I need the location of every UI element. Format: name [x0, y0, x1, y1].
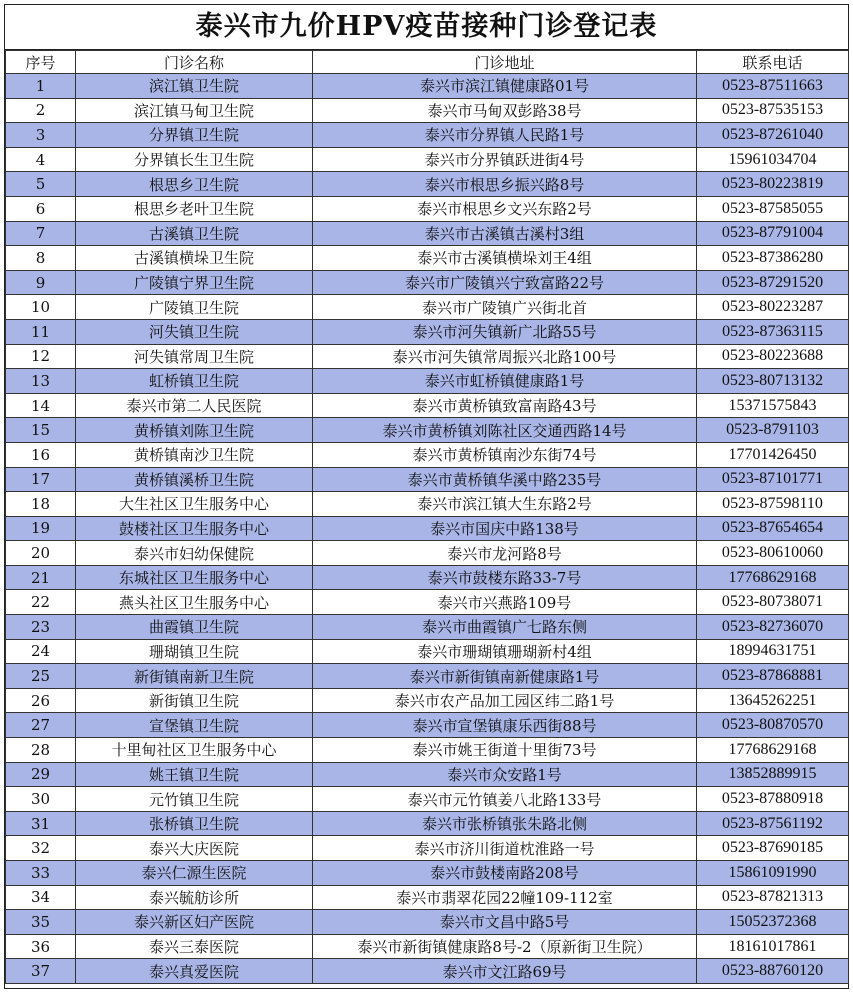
clinic-name: 古溪镇横垛卫生院 — [76, 246, 313, 271]
row-index: 16 — [6, 442, 76, 467]
clinic-phone: 0523-87386280 — [697, 246, 849, 271]
clinic-address: 泰兴市鼓楼南路208号 — [313, 861, 697, 886]
clinic-name: 宣堡镇卫生院 — [76, 713, 313, 738]
clinic-address: 泰兴市古溪镇古溪村3组 — [313, 221, 697, 246]
row-index: 9 — [6, 270, 76, 295]
clinic-address: 泰兴市黄桥镇华溪中路235号 — [313, 467, 697, 492]
clinic-name: 鼓楼社区卫生服务中心 — [76, 516, 313, 541]
clinic-address: 泰兴市宣堡镇康乐西街88号 — [313, 713, 697, 738]
clinic-address: 泰兴市河失镇新广北路55号 — [313, 319, 697, 344]
row-index: 32 — [6, 836, 76, 861]
clinic-address: 泰兴市农产品加工园区纬二路1号 — [313, 688, 697, 713]
row-index: 17 — [6, 467, 76, 492]
clinic-name: 珊瑚镇卫生院 — [76, 639, 313, 664]
clinic-phone: 0523-87690185 — [697, 836, 849, 861]
clinic-phone: 18994631751 — [697, 639, 849, 664]
row-index: 21 — [6, 565, 76, 590]
page-title: 泰兴市九价HPV疫苗接种门诊登记表 — [5, 5, 848, 50]
row-index: 22 — [6, 590, 76, 615]
clinic-address: 泰兴市广陵镇兴宁致富路22号 — [313, 270, 697, 295]
clinic-name: 根思乡卫生院 — [76, 172, 313, 197]
row-index: 5 — [6, 172, 76, 197]
table-row — [6, 172, 849, 197]
row-index: 11 — [6, 319, 76, 344]
clinic-name: 元竹镇卫生院 — [76, 787, 313, 812]
clinic-name: 泰兴大庆医院 — [76, 836, 313, 861]
table-header-row — [6, 51, 849, 74]
clinic-phone: 0523-87585055 — [697, 196, 849, 221]
clinic-address: 泰兴市珊瑚镇珊瑚新村4组 — [313, 639, 697, 664]
row-index: 13 — [6, 369, 76, 394]
table-row — [6, 713, 849, 738]
table-row — [6, 270, 849, 295]
clinic-address: 泰兴市兴燕路109号 — [313, 590, 697, 615]
clinic-phone: 17768629168 — [697, 565, 849, 590]
clinic-address: 泰兴市根思乡振兴路8号 — [313, 172, 697, 197]
clinic-name: 黄桥镇溪桥卫生院 — [76, 467, 313, 492]
clinic-phone: 0523-87291520 — [697, 270, 849, 295]
clinic-phone: 0523-82736070 — [697, 615, 849, 640]
clinic-name: 分界镇卫生院 — [76, 123, 313, 148]
clinic-address: 泰兴市众安路1号 — [313, 762, 697, 787]
row-index: 25 — [6, 664, 76, 689]
clinic-address: 泰兴市文昌中路5号 — [313, 910, 697, 935]
clinic-address: 泰兴市鼓楼东路33-7号 — [313, 565, 697, 590]
table-row — [6, 147, 849, 172]
clinic-address: 泰兴市黄桥镇致富南路43号 — [313, 393, 697, 418]
table-row — [6, 319, 849, 344]
table-row — [6, 910, 849, 935]
clinic-address: 泰兴市国庆中路138号 — [313, 516, 697, 541]
clinic-name: 曲霞镇卫生院 — [76, 615, 313, 640]
clinic-address: 泰兴市分界镇人民路1号 — [313, 123, 697, 148]
clinic-phone: 0523-87791004 — [697, 221, 849, 246]
clinic-address: 泰兴市滨江镇健康路01号 — [313, 74, 697, 99]
clinic-phone: 0523-80223287 — [697, 295, 849, 320]
table-row — [6, 221, 849, 246]
row-index: 4 — [6, 147, 76, 172]
table-row — [6, 196, 849, 221]
clinic-name: 黄桥镇南沙卫生院 — [76, 442, 313, 467]
clinic-name: 泰兴三泰医院 — [76, 934, 313, 959]
clinic-address: 泰兴市元竹镇姜八北路133号 — [313, 787, 697, 812]
table-row — [6, 959, 849, 984]
clinic-phone: 0523-87511663 — [697, 74, 849, 99]
clinic-name: 分界镇长生卫生院 — [76, 147, 313, 172]
clinic-address: 泰兴市滨江镇大生东路2号 — [313, 492, 697, 517]
row-index: 15 — [6, 418, 76, 443]
table-row — [6, 565, 849, 590]
clinic-phone: 0523-80610060 — [697, 541, 849, 566]
row-index: 28 — [6, 738, 76, 763]
clinic-name: 古溪镇卫生院 — [76, 221, 313, 246]
clinic-phone: 0523-87561192 — [697, 811, 849, 836]
table-row — [6, 664, 849, 689]
table-row — [6, 688, 849, 713]
row-index: 10 — [6, 295, 76, 320]
row-index: 19 — [6, 516, 76, 541]
clinic-address: 泰兴市龙河路8号 — [313, 541, 697, 566]
clinic-address: 泰兴市新街镇健康路8号-2（原新街卫生院） — [313, 934, 697, 959]
table-row — [6, 861, 849, 886]
table-row — [6, 246, 849, 271]
table-row — [6, 442, 849, 467]
row-index: 18 — [6, 492, 76, 517]
table-row — [6, 98, 849, 123]
clinic-phone: 0523-80223688 — [697, 344, 849, 369]
clinic-name: 张桥镇卫生院 — [76, 811, 313, 836]
clinic-phone: 0523-87101771 — [697, 467, 849, 492]
clinic-phone: 0523-80738071 — [697, 590, 849, 615]
table-row — [6, 344, 849, 369]
table-row — [6, 295, 849, 320]
clinic-name: 新街镇卫生院 — [76, 688, 313, 713]
clinic-name: 泰兴市妇幼保健院 — [76, 541, 313, 566]
row-index: 30 — [6, 787, 76, 812]
clinic-name: 广陵镇宁界卫生院 — [76, 270, 313, 295]
clinic-address: 泰兴市黄桥镇刘陈社区交通西路14号 — [313, 418, 697, 443]
clinic-phone: 0523-87821313 — [697, 885, 849, 910]
table-row — [6, 369, 849, 394]
table-row — [6, 74, 849, 99]
clinic-phone: 0523-87654654 — [697, 516, 849, 541]
row-index: 27 — [6, 713, 76, 738]
clinic-phone: 17701426450 — [697, 442, 849, 467]
clinic-address: 泰兴市文江路69号 — [313, 959, 697, 984]
clinic-name: 泰兴仁源生医院 — [76, 861, 313, 886]
table-row — [6, 516, 849, 541]
clinic-name: 泰兴新区妇产医院 — [76, 910, 313, 935]
clinic-phone: 0523-80870570 — [697, 713, 849, 738]
row-index: 14 — [6, 393, 76, 418]
clinic-phone: 18161017861 — [697, 934, 849, 959]
clinic-name: 滨江镇马甸卫生院 — [76, 98, 313, 123]
clinic-name: 河失镇常周卫生院 — [76, 344, 313, 369]
table-row — [6, 393, 849, 418]
table-row — [6, 787, 849, 812]
table-row — [6, 541, 849, 566]
clinic-phone: 0523-8791103 — [697, 418, 849, 443]
clinic-address: 泰兴市根思乡文兴东路2号 — [313, 196, 697, 221]
row-index: 36 — [6, 934, 76, 959]
row-index: 1 — [6, 74, 76, 99]
table-row — [6, 123, 849, 148]
row-index: 23 — [6, 615, 76, 640]
clinic-name: 泰兴毓舫诊所 — [76, 885, 313, 910]
row-index: 7 — [6, 221, 76, 246]
clinic-address: 泰兴市马甸双彭路38号 — [313, 98, 697, 123]
clinic-name: 大生社区卫生服务中心 — [76, 492, 313, 517]
registration-sheet — [4, 4, 849, 989]
row-index: 37 — [6, 959, 76, 984]
clinic-address: 泰兴市姚王街道十里街73号 — [313, 738, 697, 763]
clinic-name: 广陵镇卫生院 — [76, 295, 313, 320]
row-index: 12 — [6, 344, 76, 369]
clinic-name: 十里甸社区卫生服务中心 — [76, 738, 313, 763]
clinic-phone: 15371575843 — [697, 393, 849, 418]
clinic-name: 虹桥镇卫生院 — [76, 369, 313, 394]
row-index: 35 — [6, 910, 76, 935]
clinic-phone: 15861091990 — [697, 861, 849, 886]
clinic-phone: 0523-80713132 — [697, 369, 849, 394]
row-index: 20 — [6, 541, 76, 566]
clinic-address: 泰兴市古溪镇横垛刘王4组 — [313, 246, 697, 271]
clinic-name: 新街镇南新卫生院 — [76, 664, 313, 689]
clinic-name: 姚王镇卫生院 — [76, 762, 313, 787]
clinic-phone: 13645262251 — [697, 688, 849, 713]
table-row — [6, 418, 849, 443]
header-index: 序号 — [6, 51, 76, 74]
table-row — [6, 492, 849, 517]
clinic-phone: 13852889915 — [697, 762, 849, 787]
table-row — [6, 467, 849, 492]
clinic-phone: 0523-87868881 — [697, 664, 849, 689]
row-index: 8 — [6, 246, 76, 271]
clinic-phone: 0523-87261040 — [697, 123, 849, 148]
clinic-address: 泰兴市广陵镇广兴街北首 — [313, 295, 697, 320]
clinic-name: 泰兴真爱医院 — [76, 959, 313, 984]
clinic-address: 泰兴市济川街道枕淮路一号 — [313, 836, 697, 861]
row-index: 2 — [6, 98, 76, 123]
clinic-phone: 0523-80223819 — [697, 172, 849, 197]
header-phone: 联系电话 — [697, 51, 849, 74]
clinic-address: 泰兴市曲霞镇广七路东侧 — [313, 615, 697, 640]
clinic-name: 黄桥镇刘陈卫生院 — [76, 418, 313, 443]
clinic-address: 泰兴市翡翠花园22幢109-112室 — [313, 885, 697, 910]
clinic-address: 泰兴市张桥镇张朱路北侧 — [313, 811, 697, 836]
table-row — [6, 885, 849, 910]
header-clinic-name: 门诊名称 — [76, 51, 313, 74]
table-row — [6, 738, 849, 763]
row-index: 34 — [6, 885, 76, 910]
table-row — [6, 615, 849, 640]
header-clinic-address: 门诊地址 — [313, 51, 697, 74]
clinic-table — [5, 50, 849, 984]
clinic-name: 东城社区卫生服务中心 — [76, 565, 313, 590]
clinic-name: 滨江镇卫生院 — [76, 74, 313, 99]
table-row — [6, 934, 849, 959]
clinic-name: 燕头社区卫生服务中心 — [76, 590, 313, 615]
clinic-phone: 0523-87363115 — [697, 319, 849, 344]
clinic-address: 泰兴市分界镇跃进街4号 — [313, 147, 697, 172]
row-index: 29 — [6, 762, 76, 787]
clinic-phone: 0523-87535153 — [697, 98, 849, 123]
clinic-address: 泰兴市黄桥镇南沙东街74号 — [313, 442, 697, 467]
clinic-name: 根思乡老叶卫生院 — [76, 196, 313, 221]
clinic-address: 泰兴市新街镇南新健康路1号 — [313, 664, 697, 689]
table-row — [6, 811, 849, 836]
row-index: 31 — [6, 811, 76, 836]
table-body — [6, 74, 849, 984]
row-index: 24 — [6, 639, 76, 664]
clinic-phone: 0523-87880918 — [697, 787, 849, 812]
clinic-address: 泰兴市河失镇常周振兴北路100号 — [313, 344, 697, 369]
clinic-name: 河失镇卫生院 — [76, 319, 313, 344]
table-row — [6, 639, 849, 664]
clinic-address: 泰兴市虹桥镇健康路1号 — [313, 369, 697, 394]
table-row — [6, 762, 849, 787]
table-row — [6, 836, 849, 861]
clinic-phone: 0523-88760120 — [697, 959, 849, 984]
row-index: 3 — [6, 123, 76, 148]
clinic-phone: 15961034704 — [697, 147, 849, 172]
clinic-phone: 17768629168 — [697, 738, 849, 763]
row-index: 26 — [6, 688, 76, 713]
row-index: 6 — [6, 196, 76, 221]
row-index: 33 — [6, 861, 76, 886]
clinic-phone: 0523-87598110 — [697, 492, 849, 517]
table-row — [6, 590, 849, 615]
clinic-phone: 15052372368 — [697, 910, 849, 935]
clinic-name: 泰兴市第二人民医院 — [76, 393, 313, 418]
